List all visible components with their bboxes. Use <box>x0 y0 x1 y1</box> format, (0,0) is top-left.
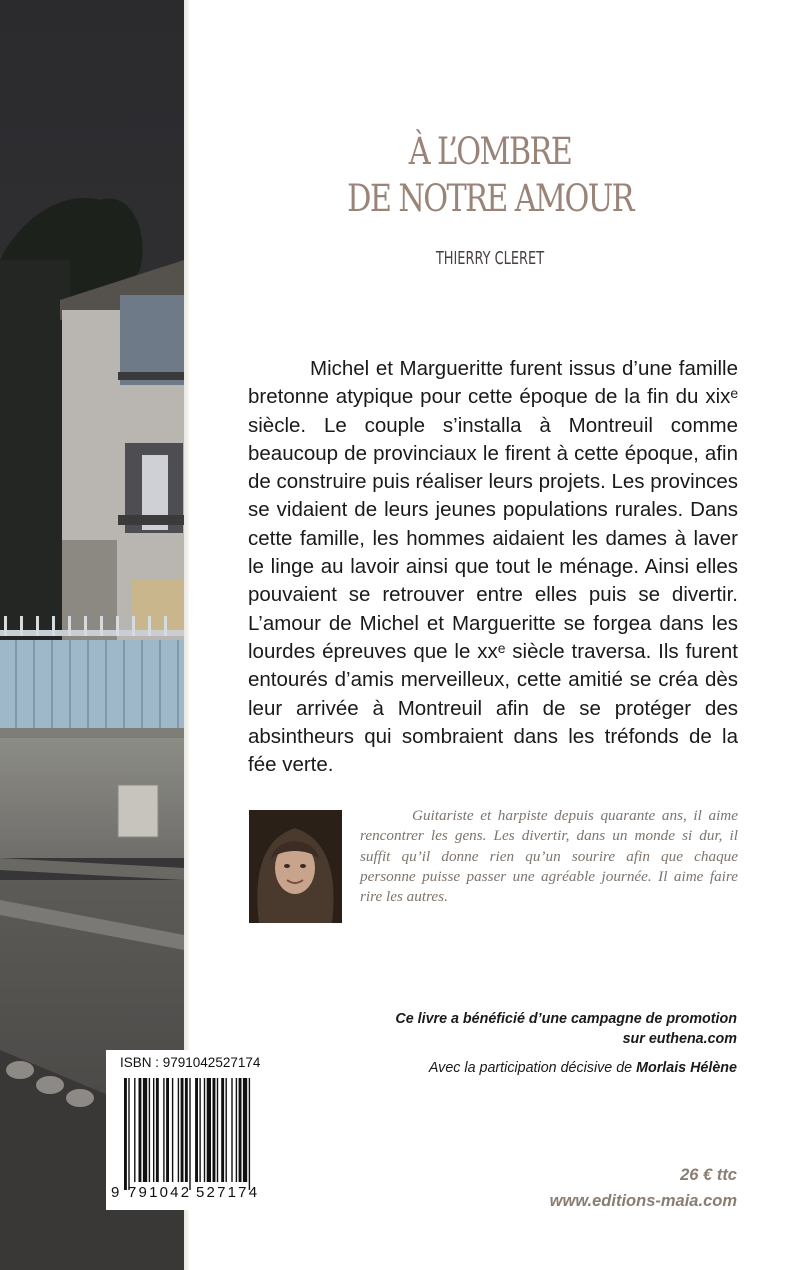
publisher-website: www.editions-maia.com <box>549 1192 737 1210</box>
author-bio <box>360 806 738 907</box>
isbn-barcode <box>106 1050 279 1210</box>
barcode-bar <box>217 1078 218 1182</box>
barcode-bar <box>153 1078 154 1182</box>
barcode-bar <box>207 1078 211 1182</box>
barcode-bar <box>243 1078 247 1182</box>
promotion-line1: Ce livre a bénéficié d’une campagne de promotion <box>395 1011 737 1027</box>
barcode-bar <box>134 1078 135 1182</box>
barcode-bar <box>221 1078 224 1182</box>
barcode-bar <box>149 1078 150 1182</box>
barcode-digit-group2: 527174 <box>196 1184 260 1201</box>
barcode-bar <box>143 1078 147 1182</box>
author-portrait <box>249 810 342 923</box>
isbn-label: ISBN : 9791042527174 <box>120 1055 261 1070</box>
barcode-bar <box>199 1078 200 1182</box>
barcode-bar <box>178 1078 179 1182</box>
barcode-bar <box>189 1078 190 1190</box>
back-cover-blurb <box>248 355 738 779</box>
author-bio-text: Guitariste et harpiste depuis quarante ans, il aime rencontrer les gens. Les divertir, dans un monde si dur, il suffit qu’il donne rien qu’un sourire afin que chaque personne puisse passer une agréable journée. Il aime faire rire les autres. <box>360 807 738 906</box>
promotion-line2: sur euthena.com <box>622 1031 737 1047</box>
author-name: THIERRY CLERET <box>435 248 545 269</box>
barcode-bar <box>181 1078 184 1182</box>
promotion-note <box>337 1009 737 1049</box>
barcode-bar <box>139 1078 142 1182</box>
participation-prefix: Avec la participation décisive de <box>428 1060 637 1076</box>
barcode-bar <box>239 1078 242 1182</box>
barcode-bar <box>163 1078 164 1182</box>
barcode-digit-first: 9 <box>111 1184 120 1201</box>
barcode-bar <box>172 1078 173 1182</box>
barcode-bar <box>236 1078 237 1182</box>
barcode-bar <box>195 1078 198 1182</box>
price: 26 € ttc <box>680 1166 737 1184</box>
participation-name: Morlais Hélène <box>636 1060 737 1076</box>
book-title <box>334 128 646 222</box>
barcode-bar <box>231 1078 232 1182</box>
barcode-bar <box>226 1078 227 1182</box>
author-portrait-icon <box>249 810 342 923</box>
barcode-bar <box>213 1078 216 1182</box>
book-title-line1: À L’OMBRE <box>408 130 572 173</box>
barcode-digit-group1: 791042 <box>128 1184 192 1201</box>
participation-note <box>337 1060 737 1076</box>
barcode-bar <box>185 1078 188 1182</box>
barcode-bar <box>166 1078 169 1182</box>
barcode-bar <box>204 1078 205 1182</box>
barcode-bar <box>128 1078 129 1190</box>
barcode-bar <box>124 1078 127 1190</box>
blurb-paragraph: Michel et Margueritte furent issus d’une famille bretonne atypique pour cette époque de la fin du xixᵉ siècle. Le couple s’installa à Montreuil comme beaucoup de provinciaux le firent à cette époque, afin de construire puis réaliser leurs projets. Les provinces se vidaient de leurs jeunes populations rurales. Dans cette famille, les hommes aidaient les dames à laver le linge au lavoir ainsi que tout le ménage. Ainsi elles pouvaient se retrouver entre elles puis se divertir. L’amour de Michel et Margueritte se forgea dans les lourdes épreuves que le xxᵉ siècle traversa. Ils furent entourés d’amis merveilleux, cette amitié se créa dès leur arrivée à Montreuil afin de se protéger des absintheurs qui sombraient dans les tréfonds de la fée verte. <box>248 357 738 777</box>
barcode-bar <box>156 1078 159 1182</box>
barcode-bar <box>249 1078 250 1190</box>
book-title-line2: DE NOTRE AMOUR <box>347 177 633 220</box>
